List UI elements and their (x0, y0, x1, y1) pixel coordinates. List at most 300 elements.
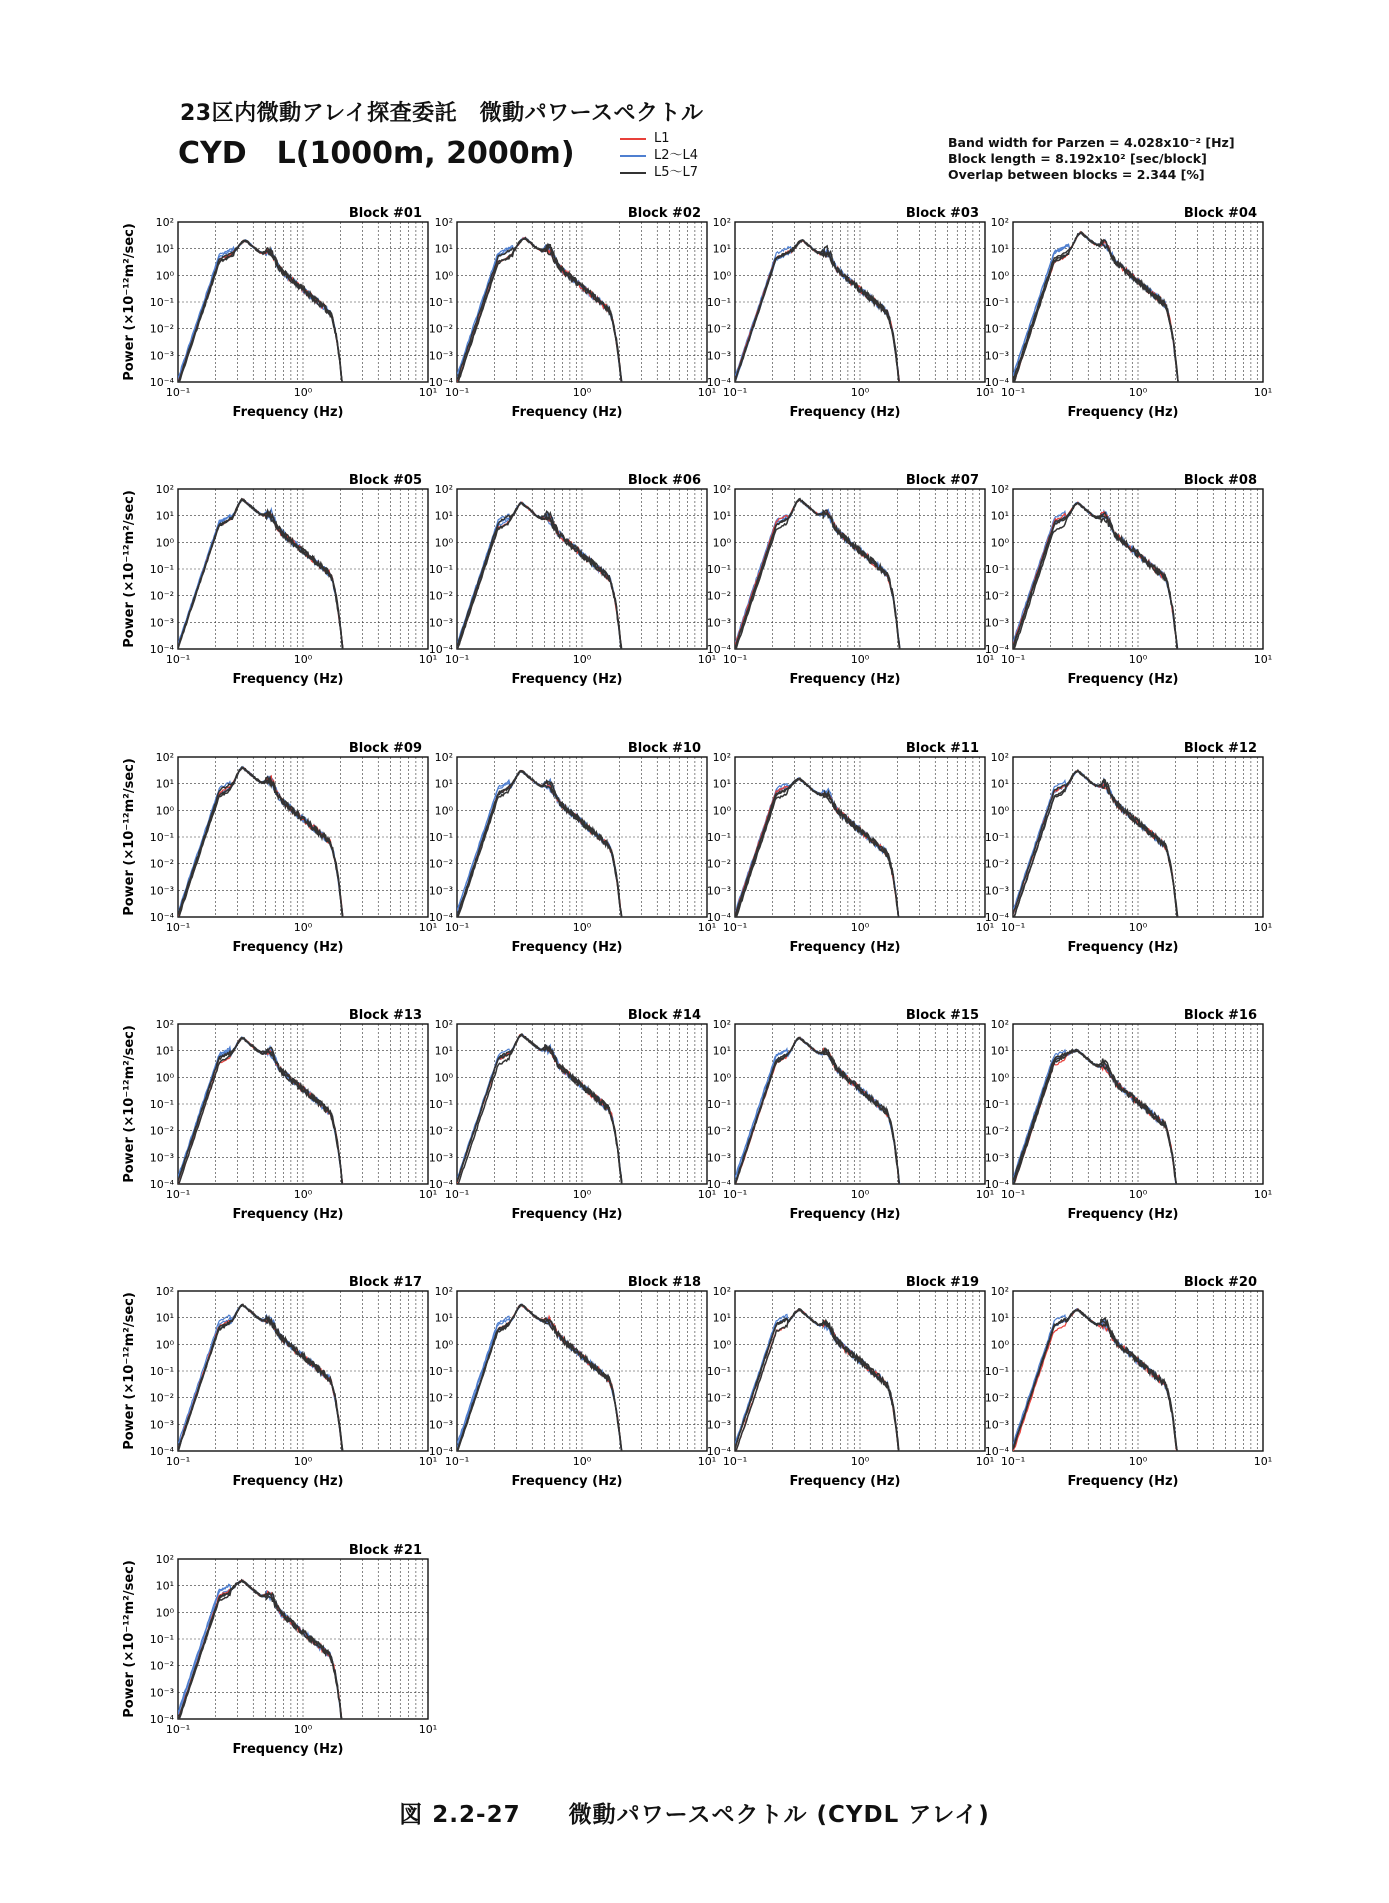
x-tick-label: 10⁻¹ (1000, 653, 1026, 666)
y-tick-label: 10¹ (990, 509, 1009, 523)
y-tick-label: 10² (990, 751, 1009, 764)
x-tick-label: 10⁰ (572, 653, 592, 666)
y-tick-label: 10⁻³ (149, 884, 174, 898)
y-tick-label: 10² (990, 216, 1009, 229)
spectrum-line-l2-l4 (735, 240, 900, 387)
x-axis-label: Frequency (Hz) (789, 405, 901, 420)
spectrum-line-l2-l4 (178, 499, 343, 654)
x-axis-label: Frequency (Hz) (232, 1207, 344, 1222)
x-tick-label: 10⁻¹ (722, 653, 748, 666)
block-title: Block #01 (348, 206, 422, 221)
x-tick-label: 10⁰ (850, 921, 870, 934)
x-tick-label: 10⁻¹ (444, 653, 470, 666)
y-tick-label: 10¹ (434, 1044, 453, 1058)
block-title: Block #10 (627, 741, 701, 756)
y-tick-label: 10¹ (712, 509, 731, 523)
legend-label: L5～L7 (654, 165, 699, 180)
y-tick-label: 10¹ (155, 1044, 174, 1058)
block-panel (985, 473, 1272, 687)
spectrum-line-l2-l4 (735, 778, 900, 922)
x-axis-label: Frequency (Hz) (232, 672, 344, 687)
spectrum-line-l5-l7 (457, 1036, 622, 1189)
x-tick-label: 10¹ (975, 921, 995, 934)
spectrum-line-l5-l7 (178, 1580, 343, 1724)
x-tick-label: 10⁰ (1128, 1188, 1148, 1201)
x-tick-label: 10⁻¹ (444, 1188, 470, 1201)
y-tick-label: 10⁻² (149, 1659, 174, 1673)
y-tick-label: 10⁻⁴ (706, 376, 731, 389)
y-tick-label: 10⁻¹ (428, 563, 453, 576)
block-panel (429, 741, 716, 955)
block-panel (122, 1275, 437, 1489)
x-tick-label: 10⁻¹ (165, 386, 191, 399)
spectrum-line-l2-l4 (1013, 1309, 1178, 1457)
spectrum-line-l2-l4 (735, 1310, 900, 1457)
y-tick-label: 10² (155, 1018, 174, 1031)
x-tick-label: 10¹ (975, 653, 995, 666)
figure-caption: 図 2.2-27 微動パワースペクトル (CYDL アレイ) (399, 1802, 990, 1828)
y-tick-label: 10⁰ (712, 804, 731, 818)
spectrum-line-l2-l4 (1013, 1050, 1178, 1190)
y-tick-label: 10² (712, 1018, 731, 1031)
block-panel (122, 206, 437, 420)
spectrum-line-l5-l7 (1013, 1050, 1178, 1189)
spectrum-line-l2-l4 (178, 1305, 343, 1457)
y-tick-label: 10¹ (155, 242, 174, 256)
block-panel (122, 473, 437, 687)
y-axis-label: Power (×10⁻¹²m²/sec) (122, 1292, 137, 1450)
y-tick-label: 10⁻⁴ (984, 376, 1009, 389)
spectrum-line-l2-l4 (1013, 1050, 1178, 1189)
x-tick-label: 10⁰ (572, 1188, 592, 1201)
y-tick-label: 10¹ (990, 1044, 1009, 1058)
y-tick-label: 10² (434, 751, 453, 764)
y-tick-label: 10⁻² (984, 1391, 1009, 1405)
block-panel (122, 1008, 437, 1222)
y-tick-label: 10⁰ (990, 1071, 1009, 1085)
x-tick-label: 10⁰ (850, 1188, 870, 1201)
y-tick-label: 10⁻² (428, 1391, 453, 1405)
y-axis-label: Power (×10⁻¹²m²/sec) (122, 1025, 137, 1183)
array-subtitle: CYD L(1000m, 2000m) (178, 136, 575, 171)
x-tick-label: 10⁰ (1128, 921, 1148, 934)
y-tick-label: 10⁰ (990, 269, 1009, 283)
y-tick-label: 10⁰ (434, 536, 453, 550)
x-tick-label: 10⁰ (572, 386, 592, 399)
param-block-length: Block length = 8.192x10² [sec/block] (948, 151, 1207, 166)
y-tick-label: 10⁻¹ (706, 1098, 731, 1111)
spectrum-line-l5-l7 (178, 499, 343, 654)
y-tick-label: 10⁻¹ (149, 1633, 174, 1646)
spectrum-line-l5-l7 (1013, 1309, 1178, 1456)
y-tick-label: 10⁻⁴ (149, 376, 174, 389)
y-tick-label: 10⁻⁴ (149, 1178, 174, 1191)
x-tick-label: 10⁰ (293, 386, 313, 399)
x-tick-label: 10⁻¹ (165, 1723, 191, 1736)
y-tick-label: 10² (155, 1285, 174, 1298)
x-tick-label: 10¹ (418, 1723, 438, 1736)
y-tick-label: 10⁻¹ (984, 1365, 1009, 1378)
spectrum-line-l5-l7 (735, 240, 900, 387)
x-tick-label: 10¹ (975, 1455, 995, 1468)
x-axis-label: Frequency (Hz) (232, 1474, 344, 1489)
y-tick-label: 10⁻⁴ (706, 643, 731, 656)
block-panel (707, 206, 994, 420)
y-tick-label: 10⁻⁴ (984, 1178, 1009, 1191)
x-tick-label: 10¹ (418, 1188, 438, 1201)
x-tick-label: 10⁻¹ (722, 386, 748, 399)
y-tick-label: 10² (155, 216, 174, 229)
y-tick-label: 10⁰ (155, 1606, 174, 1620)
x-tick-label: 10⁻¹ (165, 1455, 191, 1468)
x-axis-label: Frequency (Hz) (1067, 1207, 1179, 1222)
x-tick-label: 10⁰ (572, 921, 592, 934)
y-tick-label: 10⁻⁴ (428, 643, 453, 656)
legend-label: L2～L4 (654, 148, 699, 163)
spectrum-line-l2-l4 (178, 1581, 343, 1725)
y-tick-label: 10⁻³ (706, 884, 731, 898)
block-panel (707, 473, 994, 687)
block-panel (429, 206, 716, 420)
spectrum-line-l2-l4 (735, 779, 900, 923)
y-tick-label: 10⁻³ (149, 349, 174, 363)
spectrum-line-l5-l7 (457, 1034, 622, 1189)
y-tick-label: 10⁻¹ (984, 831, 1009, 844)
y-tick-label: 10¹ (434, 1311, 453, 1325)
block-title: Block #19 (905, 1275, 979, 1290)
spectrum-line-l5-l7 (1013, 1311, 1178, 1457)
block-panel (985, 1275, 1272, 1489)
y-tick-label: 10⁻⁴ (149, 1713, 174, 1726)
y-tick-label: 10⁻² (984, 857, 1009, 871)
spectrum-line-l5-l7 (735, 1310, 900, 1457)
block-title: Block #16 (1183, 1008, 1257, 1023)
y-tick-label: 10⁻⁴ (706, 911, 731, 924)
y-tick-label: 10⁻⁴ (149, 911, 174, 924)
x-tick-label: 10¹ (697, 653, 717, 666)
y-tick-label: 10⁻⁴ (149, 643, 174, 656)
y-tick-label: 10⁻² (149, 589, 174, 603)
y-tick-label: 10⁰ (155, 536, 174, 550)
spectrum-line-l1 (735, 779, 900, 923)
block-title: Block #13 (348, 1008, 422, 1023)
y-tick-label: 10⁻¹ (984, 296, 1009, 309)
spectrum-line-l2-l4 (178, 1581, 343, 1725)
spectrum-line-l5-l7 (457, 1034, 622, 1189)
spectrum-line-l5-l7 (457, 771, 622, 922)
spectrum-line-l2-l4 (457, 1034, 622, 1189)
x-tick-label: 10⁻¹ (444, 1455, 470, 1468)
y-tick-label: 10² (434, 1018, 453, 1031)
block-title: Block #17 (348, 1275, 422, 1290)
spectrum-line-l5-l7 (178, 1305, 343, 1456)
x-tick-label: 10¹ (418, 1455, 438, 1468)
spectrum-line-l5-l7 (457, 239, 622, 388)
block-panel (429, 473, 716, 687)
y-tick-label: 10⁻³ (984, 349, 1009, 363)
x-axis-label: Frequency (Hz) (1067, 405, 1179, 420)
block-title: Block #18 (627, 1275, 701, 1290)
spectrum-line-l1 (735, 1037, 900, 1189)
y-tick-label: 10⁰ (155, 269, 174, 283)
x-tick-label: 10⁰ (850, 1455, 870, 1468)
spectrum-line-l1 (1013, 1309, 1178, 1457)
y-axis-label: Power (×10⁻¹²m²/sec) (122, 490, 137, 648)
x-axis-label: Frequency (Hz) (511, 940, 623, 955)
x-axis-label: Frequency (Hz) (232, 940, 344, 955)
y-tick-label: 10⁻⁴ (984, 1445, 1009, 1458)
spectrum-line-l1 (178, 1304, 343, 1456)
y-tick-label: 10⁻¹ (149, 296, 174, 309)
x-tick-label: 10⁻¹ (165, 921, 191, 934)
x-tick-label: 10⁰ (572, 1455, 592, 1468)
x-axis-label: Frequency (Hz) (1067, 672, 1179, 687)
y-tick-label: 10⁻¹ (706, 831, 731, 844)
x-axis-label: Frequency (Hz) (511, 405, 623, 420)
x-axis-label: Frequency (Hz) (232, 1742, 344, 1757)
spectrum-line-l5-l7 (1013, 232, 1178, 386)
y-tick-label: 10⁻² (984, 589, 1009, 603)
y-tick-label: 10⁰ (712, 269, 731, 283)
block-title: Block #04 (1183, 206, 1257, 221)
spectrum-line-l1 (735, 241, 900, 387)
y-tick-label: 10⁻⁴ (428, 911, 453, 924)
x-tick-label: 10⁻¹ (722, 1188, 748, 1201)
y-tick-label: 10⁻³ (149, 616, 174, 630)
y-tick-label: 10⁻³ (984, 1151, 1009, 1165)
x-tick-label: 10⁻¹ (722, 1455, 748, 1468)
y-tick-label: 10⁻³ (428, 616, 453, 630)
y-tick-label: 10⁻⁴ (984, 911, 1009, 924)
y-tick-label: 10⁻² (428, 322, 453, 336)
spectrum-line-l5-l7 (178, 1580, 343, 1724)
y-tick-label: 10¹ (712, 242, 731, 256)
y-tick-label: 10⁻³ (706, 1418, 731, 1432)
y-tick-label: 10⁰ (712, 536, 731, 550)
spectrum-line-l5-l7 (1013, 503, 1178, 654)
spectrum-line-l2-l4 (178, 1305, 343, 1456)
x-tick-label: 10¹ (1253, 653, 1273, 666)
spectrum-line-l5-l7 (735, 1309, 900, 1456)
y-tick-label: 10⁻⁴ (428, 376, 453, 389)
x-tick-label: 10¹ (697, 1188, 717, 1201)
spectrum-line-l5-l7 (178, 499, 343, 652)
y-tick-label: 10² (434, 1285, 453, 1298)
spectrum-line-l5-l7 (735, 779, 900, 922)
block-panel (985, 741, 1272, 955)
x-tick-label: 10¹ (418, 653, 438, 666)
spectrum-line-l2-l4 (178, 1580, 343, 1724)
block-title: Block #20 (1183, 1275, 1257, 1290)
x-tick-label: 10¹ (697, 921, 717, 934)
block-title: Block #06 (627, 473, 701, 488)
x-axis-label: Frequency (Hz) (232, 405, 344, 420)
y-tick-label: 10⁻¹ (706, 1365, 731, 1378)
block-title: Block #02 (627, 206, 701, 221)
y-tick-label: 10⁻⁴ (706, 1445, 731, 1458)
x-tick-label: 10⁻¹ (1000, 386, 1026, 399)
y-tick-label: 10⁻¹ (428, 1098, 453, 1111)
page-title: 23区内微動アレイ探査委託 微動パワースペクトル (180, 101, 704, 126)
spectrum-line-l5-l7 (735, 778, 900, 922)
block-title: Block #08 (1183, 473, 1257, 488)
y-tick-label: 10² (990, 1285, 1009, 1298)
spectrum-line-l5-l7 (178, 499, 343, 654)
y-tick-label: 10¹ (434, 777, 453, 791)
spectrum-line-l5-l7 (735, 240, 900, 387)
y-tick-label: 10⁻¹ (149, 1365, 174, 1378)
x-tick-label: 10¹ (975, 1188, 995, 1201)
y-tick-label: 10⁰ (712, 1071, 731, 1085)
block-title: Block #09 (348, 741, 422, 756)
y-tick-label: 10⁻¹ (984, 1098, 1009, 1111)
x-axis-label: Frequency (Hz) (1067, 1474, 1179, 1489)
block-title: Block #12 (1183, 741, 1257, 756)
y-tick-label: 10⁻² (984, 322, 1009, 336)
y-tick-label: 10² (434, 216, 453, 229)
block-panel (122, 741, 437, 955)
spectrum-line-l1 (1013, 1050, 1178, 1189)
y-tick-label: 10⁻² (706, 1391, 731, 1405)
y-axis-label: Power (×10⁻¹²m²/sec) (122, 223, 137, 381)
y-tick-label: 10⁰ (155, 804, 174, 818)
x-axis-label: Frequency (Hz) (1067, 940, 1179, 955)
x-tick-label: 10¹ (418, 386, 438, 399)
x-axis-label: Frequency (Hz) (789, 940, 901, 955)
x-axis-label: Frequency (Hz) (789, 1207, 901, 1222)
x-tick-label: 10⁰ (293, 653, 313, 666)
block-panel (985, 206, 1272, 420)
y-tick-label: 10⁻¹ (149, 563, 174, 576)
y-tick-label: 10⁻³ (149, 1418, 174, 1432)
y-tick-label: 10⁻² (428, 1124, 453, 1138)
x-axis-label: Frequency (Hz) (789, 1474, 901, 1489)
x-tick-label: 10⁻¹ (165, 653, 191, 666)
spectrum-line-l5-l7 (178, 767, 343, 922)
x-tick-label: 10¹ (1253, 1188, 1273, 1201)
y-tick-label: 10² (434, 483, 453, 496)
y-tick-label: 10⁰ (990, 804, 1009, 818)
block-title: Block #15 (905, 1008, 979, 1023)
x-tick-label: 10⁻¹ (165, 1188, 191, 1201)
param-bandwidth: Band width for Parzen = 4.028x10⁻² [Hz] (948, 135, 1235, 150)
spectrum-line-l2-l4 (1013, 1309, 1178, 1456)
x-tick-label: 10¹ (975, 386, 995, 399)
y-tick-label: 10⁰ (434, 1338, 453, 1352)
y-tick-label: 10⁻³ (706, 616, 731, 630)
x-axis-label: Frequency (Hz) (511, 1474, 623, 1489)
spectrum-line-l2-l4 (1013, 1309, 1178, 1456)
spectrum-line-l2-l4 (735, 1310, 900, 1457)
x-tick-label: 10⁰ (293, 1455, 313, 1468)
y-tick-label: 10¹ (155, 777, 174, 791)
spectrum-line-l5-l7 (735, 778, 900, 922)
x-tick-label: 10¹ (1253, 386, 1273, 399)
spectrum-line-l5-l7 (178, 1305, 343, 1456)
spectrum-line-l5-l7 (178, 1304, 343, 1456)
y-tick-label: 10⁻¹ (149, 1098, 174, 1111)
y-tick-label: 10¹ (712, 777, 731, 791)
y-tick-label: 10² (712, 751, 731, 764)
y-tick-label: 10⁻¹ (428, 296, 453, 309)
block-panel (122, 1543, 437, 1757)
spectrum-line-l5-l7 (735, 1309, 900, 1456)
y-tick-label: 10⁰ (434, 269, 453, 283)
x-tick-label: 10⁻¹ (1000, 921, 1026, 934)
y-tick-label: 10² (712, 483, 731, 496)
y-tick-label: 10¹ (990, 242, 1009, 256)
x-tick-label: 10⁻¹ (444, 386, 470, 399)
block-title: Block #11 (905, 741, 979, 756)
spectrum-line-l5-l7 (457, 503, 622, 654)
spectrum-line-l2-l4 (735, 1309, 900, 1456)
x-tick-label: 10⁰ (1128, 386, 1148, 399)
spectrum-line-l5-l7 (178, 240, 343, 387)
y-tick-label: 10¹ (712, 1311, 731, 1325)
y-tick-label: 10⁰ (434, 1071, 453, 1085)
y-tick-label: 10¹ (155, 1311, 174, 1325)
y-tick-label: 10⁰ (990, 536, 1009, 550)
spectrum-line-l2-l4 (178, 1305, 343, 1457)
x-tick-label: 10⁰ (293, 921, 313, 934)
y-tick-label: 10⁻² (706, 589, 731, 603)
y-tick-label: 10⁻¹ (149, 831, 174, 844)
x-tick-label: 10¹ (1253, 1455, 1273, 1468)
y-tick-label: 10⁻³ (149, 1686, 174, 1700)
x-tick-label: 10⁰ (850, 386, 870, 399)
block-title: Block #14 (627, 1008, 701, 1023)
x-axis-label: Frequency (Hz) (789, 672, 901, 687)
y-tick-label: 10⁻¹ (428, 1365, 453, 1378)
y-tick-label: 10⁻³ (428, 349, 453, 363)
spectrum-line-l5-l7 (457, 1304, 622, 1456)
spectrum-line-l2-l4 (178, 500, 343, 655)
y-tick-label: 10⁻² (149, 857, 174, 871)
x-tick-label: 10⁰ (293, 1188, 313, 1201)
x-tick-label: 10⁰ (850, 653, 870, 666)
y-tick-label: 10¹ (990, 1311, 1009, 1325)
block-title: Block #05 (348, 473, 422, 488)
y-tick-label: 10⁻² (706, 857, 731, 871)
spectrum-line-l2-l4 (735, 240, 900, 387)
y-tick-label: 10¹ (434, 242, 453, 256)
block-panel (707, 1008, 994, 1222)
x-tick-label: 10⁻¹ (1000, 1455, 1026, 1468)
spectrum-line-l5-l7 (1013, 1050, 1178, 1190)
y-tick-label: 10⁻³ (706, 1151, 731, 1165)
spectrum-line-l5-l7 (735, 240, 900, 387)
spectrum-line-l2-l4 (735, 778, 900, 922)
y-tick-label: 10² (155, 1553, 174, 1566)
y-tick-label: 10⁰ (990, 1338, 1009, 1352)
y-tick-label: 10⁻² (149, 322, 174, 336)
param-overlap: Overlap between blocks = 2.344 [%] (948, 167, 1205, 182)
x-tick-label: 10¹ (697, 386, 717, 399)
y-tick-label: 10⁻² (706, 322, 731, 336)
x-axis-label: Frequency (Hz) (511, 1207, 623, 1222)
y-tick-label: 10⁻³ (706, 349, 731, 363)
x-tick-label: 10¹ (1253, 921, 1273, 934)
x-tick-label: 10⁰ (1128, 1455, 1148, 1468)
y-tick-label: 10⁰ (155, 1338, 174, 1352)
y-tick-label: 10⁻⁴ (984, 643, 1009, 656)
block-panel (707, 1275, 994, 1489)
spectrum-line-l5-l7 (735, 1038, 900, 1189)
y-axis-label: Power (×10⁻¹²m²/sec) (122, 1560, 137, 1718)
x-axis-label: Frequency (Hz) (511, 672, 623, 687)
spectrum-line-l2-l4 (1013, 1050, 1178, 1189)
y-tick-label: 10² (990, 483, 1009, 496)
